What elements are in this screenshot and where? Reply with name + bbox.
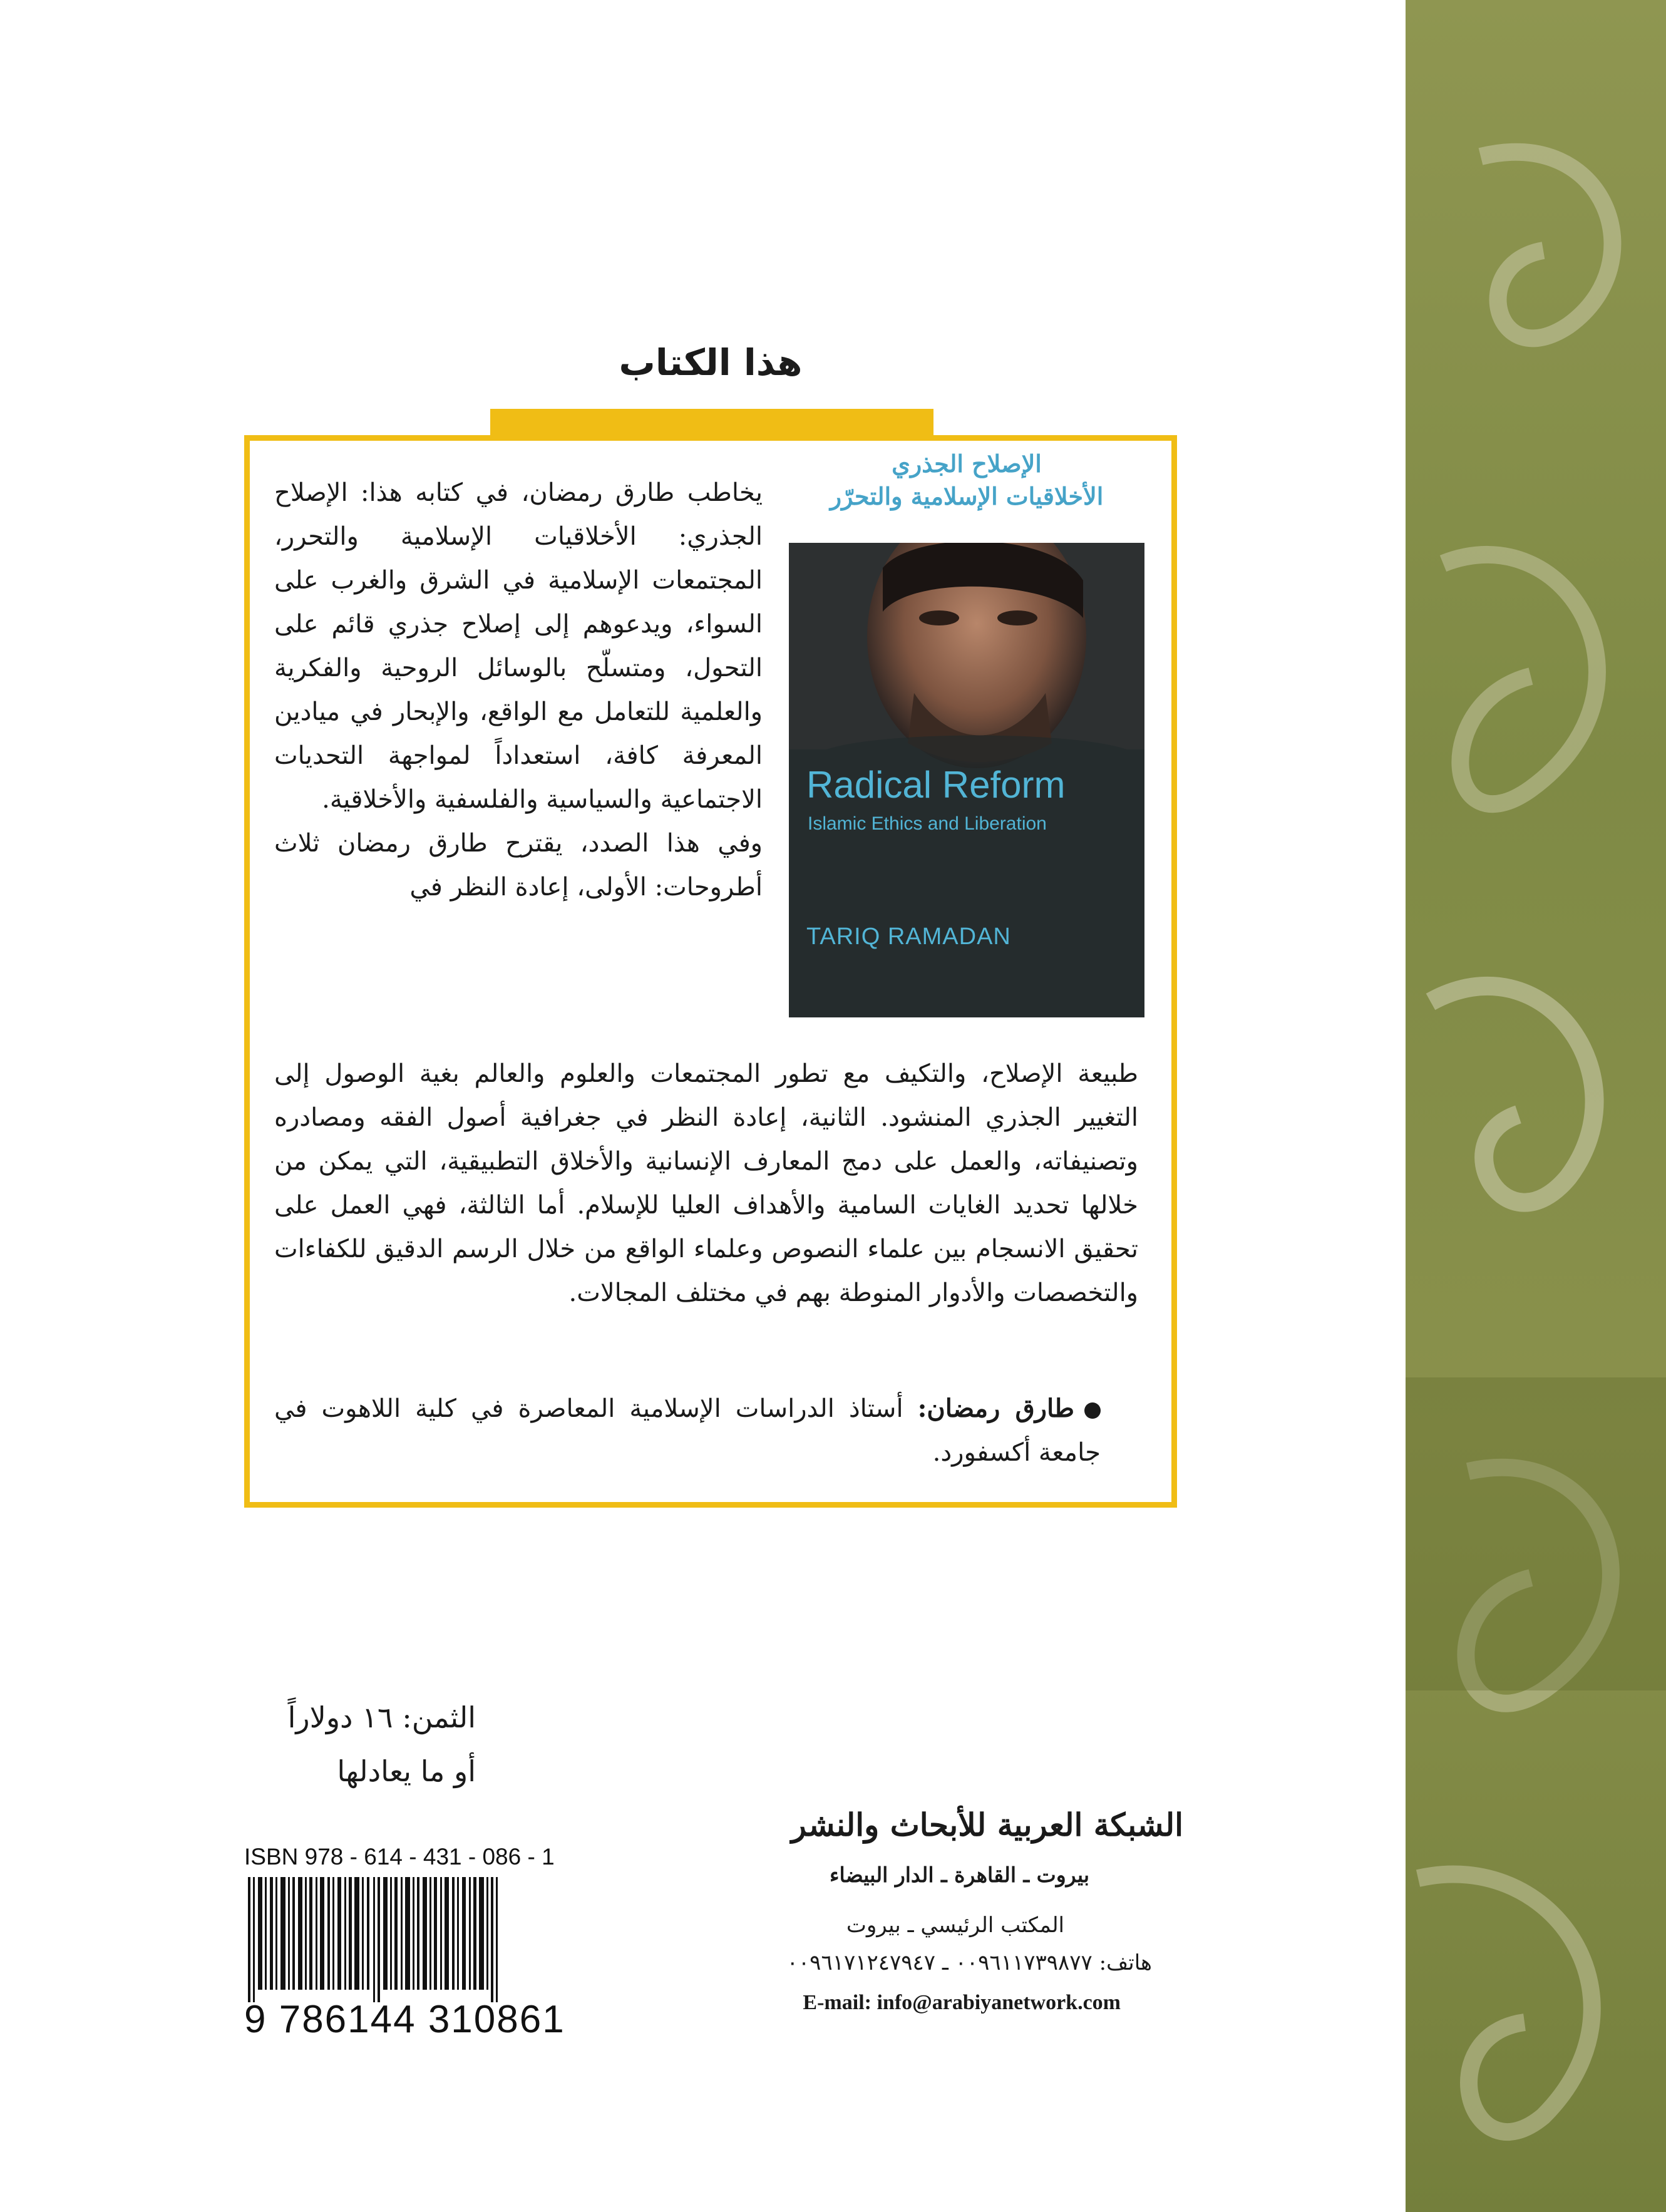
isbn-label: ISBN 978 - 614 - 431 - 086 - 1 [244, 1844, 555, 1870]
cover-author-name: TARIQ RAMADAN [806, 923, 1011, 950]
paragraph-2-intro: وفي هذا الصدد، يقترح طارق رمضان ثلاث أطروحات: الأولى، إعادة النظر في [274, 829, 763, 902]
publisher-phone: هاتف: ٠٠٩٦١١٧٣٩٨٧٧ ـ ٠٠٩٦١٧١٢٤٧٩٤٧ [786, 1950, 1152, 1975]
author-bio [274, 1387, 1101, 1474]
publisher-office: المكتب الرئيسي ـ بيروت [846, 1913, 1064, 1938]
decorative-side-strip [1406, 0, 1666, 2212]
title-tab-bar [490, 409, 933, 435]
description-paragraph-1 [274, 471, 763, 909]
cover-english-subtitle: Islamic Ethics and Liberation [808, 813, 1047, 834]
cover-photo [789, 543, 1144, 1017]
paragraph-1-text: يخاطب طارق رمضان، في كتابه هذا: الإصلاح الجذري: الأخلاقيات الإسلامية والتحرر، المجتمعات الإسلامية في الشرق والغرب على السواء، ويدعوهم إلى إصلاح جذري قائم على التحول، ومتسلّح بالوسائل الروحية والفكرية والعلمية للتعامل مع الواقع، والإبحار في ميادين المعرفة كافة، استعداداً لمواجهة التحديات الاجتماعية والسياسية والفلسفية والأخلاقية. [274, 478, 763, 814]
price-line: الثمن: ١٦ دولاراً [287, 1700, 476, 1734]
book-cover-thumbnail [788, 448, 1146, 1017]
description-paragraph-2: طبيعة الإصلاح، والتكيف مع تطور المجتمعات والعلوم والعالم بغية الوصول إلى التغيير الجذري المنشود. الثانية، إعادة النظر في جغرافية أصول الفقه ومصادره وتصنيفاته، والعمل على دمج المعارف الإنسانية والأخلاق التطبيقية، التي يمكن من خلالها تحديد الغايات السامية والأهداف العليا للإسلام. أما الثالثة، فهي العمل على تحقيق الانسجام بين علماء النصوص وعلماء الواقع من خلال الرسم الدقيق للكفاءات والتخصصات والأدوار المنوطة بهم في مختلف المجالات. [274, 1059, 1138, 1307]
price-block [244, 1690, 476, 1798]
section-title: هذا الكتاب [619, 341, 803, 384]
cover-arabic-subtitle: الأخلاقيات الإسلامية والتحرّر [830, 482, 1104, 510]
cover-english-title: Radical Reform [806, 764, 1066, 806]
price-equivalent: أو ما يعادلها [337, 1754, 476, 1788]
publisher-name: الشبكة العربية للأبحاث والنشر [791, 1806, 1183, 1843]
publisher-email: E-mail: info@arabiyanetwork.com [803, 1991, 1121, 2014]
author-bio-text: أستاذ الدراسات الإسلامية المعاصرة في كلية اللاهوت في جامعة أكسفورد. [274, 1394, 1101, 1467]
publisher-cities: بيروت ـ القاهرة ـ الدار البيضاء [830, 1863, 1089, 1887]
bullet-icon [1084, 1402, 1101, 1419]
barcode-digits: 9 786144 310861 [244, 1998, 565, 2041]
cover-arabic-title: الإصلاح الجذري [892, 450, 1042, 478]
author-bio-name: طارق رمضان: [917, 1394, 1074, 1423]
